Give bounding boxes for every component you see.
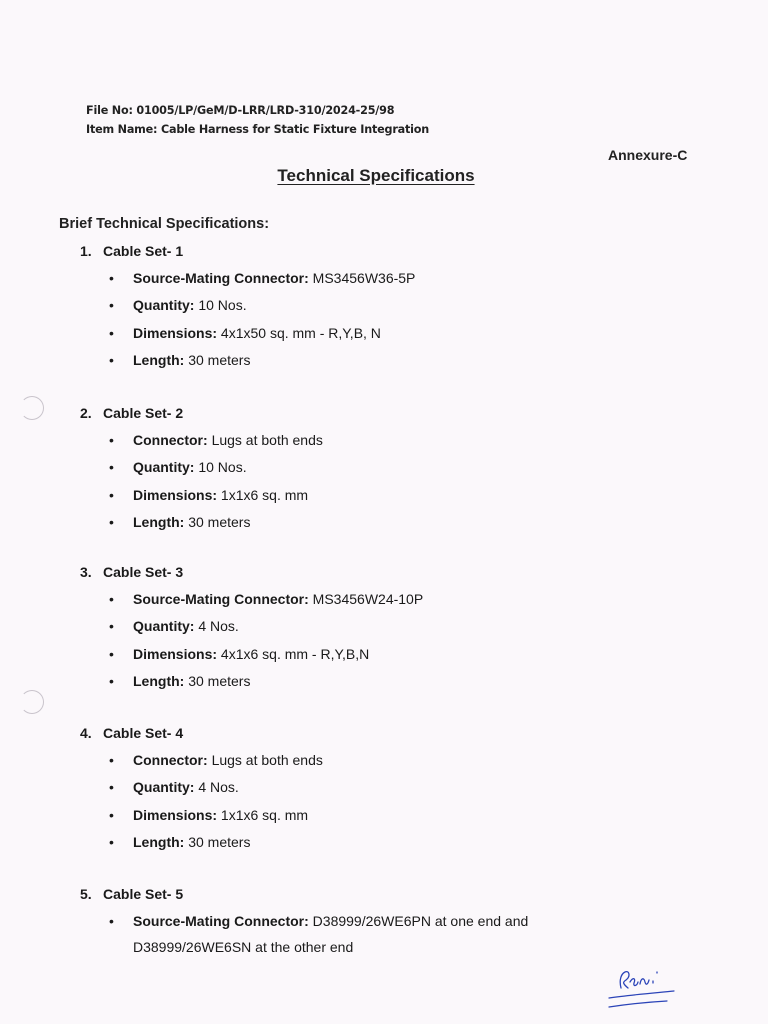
spec-value: 10 Nos. xyxy=(198,297,247,314)
spec-value: Lugs at both ends xyxy=(211,752,323,768)
cable-set-name: Cable Set- 2 xyxy=(103,405,184,421)
cable-set-number: 5. xyxy=(80,886,92,902)
file-number: File No: 01005/LP/GeM/D-LRR/LRD-310/2024-25/98 xyxy=(86,104,395,117)
spec-value: D38999/26WE6PN at one end and xyxy=(312,913,529,929)
spec-label: Quantity: xyxy=(133,618,195,635)
spec-value: MS3456W24-10P xyxy=(312,591,424,607)
spec-value: 1x1x6 sq. mm xyxy=(220,806,309,823)
cable-set-number: 1. xyxy=(80,243,92,259)
spec-value: 30 meters xyxy=(188,672,251,689)
file-header xyxy=(86,101,429,139)
spec-list xyxy=(80,431,323,540)
spec-item xyxy=(107,513,323,540)
spec-value: 4x1x50 sq. mm - R,Y,B, N xyxy=(220,324,381,341)
cable-set-title xyxy=(80,724,323,751)
spec-value: 30 meters xyxy=(188,513,251,530)
spec-label: Length: xyxy=(133,513,185,530)
cable-set-1 xyxy=(80,242,415,378)
cable-set-title xyxy=(80,404,323,431)
spec-item xyxy=(107,672,423,699)
spec-label: Source-Mating Connector: xyxy=(133,591,309,607)
punch-hole-top xyxy=(20,396,44,420)
spec-label: Quantity: xyxy=(133,297,195,314)
spec-label: Dimensions: xyxy=(133,806,218,823)
spec-item xyxy=(107,778,323,805)
signature xyxy=(604,960,684,1020)
cable-set-3 xyxy=(80,563,423,699)
spec-value: 4 Nos. xyxy=(198,618,239,635)
cable-set-4 xyxy=(80,724,323,860)
spec-item xyxy=(107,833,323,860)
spec-item xyxy=(107,486,323,513)
punch-hole-bottom xyxy=(20,690,44,714)
brief-heading: Brief Technical Specifications: xyxy=(59,216,270,232)
spec-list xyxy=(80,590,423,699)
cable-set-title xyxy=(80,563,423,590)
spec-item xyxy=(107,324,415,351)
spec-value-continuation: D38999/26WE6SN at the other end xyxy=(133,939,354,955)
spec-label: Length: xyxy=(133,351,185,368)
spec-list xyxy=(80,751,323,860)
spec-label: Length: xyxy=(133,672,185,689)
cable-set-name: Cable Set- 5 xyxy=(103,886,184,902)
spec-label: Quantity: xyxy=(133,459,195,476)
spec-item xyxy=(107,458,323,485)
cable-set-number: 2. xyxy=(80,405,92,421)
spec-item xyxy=(107,912,528,956)
cable-set-5 xyxy=(80,885,528,956)
spec-value: Lugs at both ends xyxy=(211,432,323,448)
cable-set-name: Cable Set- 3 xyxy=(103,564,184,580)
spec-label: Dimensions: xyxy=(133,324,218,341)
spec-item xyxy=(107,751,323,778)
cable-set-number: 3. xyxy=(80,564,92,580)
spec-item xyxy=(107,645,423,672)
spec-value: 4x1x6 sq. mm - R,Y,B,N xyxy=(220,645,370,662)
spec-item xyxy=(107,269,415,296)
cable-set-title xyxy=(80,885,528,912)
spec-value: 4 Nos. xyxy=(198,779,239,796)
spec-item xyxy=(107,431,323,458)
cable-set-name: Cable Set- 4 xyxy=(103,725,184,741)
spec-label: Source-Mating Connector: xyxy=(133,270,309,286)
spec-label: Dimensions: xyxy=(133,486,218,503)
spec-value: 10 Nos. xyxy=(198,459,247,476)
spec-item xyxy=(107,351,415,378)
cable-set-title xyxy=(80,242,415,269)
spec-item xyxy=(107,590,423,617)
spec-list xyxy=(80,269,415,378)
page-title: Technical Specifications xyxy=(277,166,475,185)
spec-label: Length: xyxy=(133,833,185,850)
spec-value: MS3456W36-5P xyxy=(312,270,416,286)
spec-value: 30 meters xyxy=(188,351,251,368)
spec-list xyxy=(80,912,528,956)
spec-value: 30 meters xyxy=(188,833,251,850)
spec-label: Connector: xyxy=(133,752,208,768)
spec-value: 1x1x6 sq. mm xyxy=(220,486,309,503)
item-name: Item Name: Cable Harness for Static Fixture Integration xyxy=(86,123,430,136)
spec-label: Dimensions: xyxy=(133,645,218,662)
spec-label: Quantity: xyxy=(133,779,195,796)
spec-label: Source-Mating Connector: xyxy=(133,913,309,929)
spec-item xyxy=(107,617,423,644)
annexure-label: Annexure-C xyxy=(608,147,688,163)
spec-item xyxy=(107,806,323,833)
cable-set-2 xyxy=(80,404,323,540)
cable-set-name: Cable Set- 1 xyxy=(103,243,184,259)
cable-set-number: 4. xyxy=(80,725,92,741)
spec-item xyxy=(107,296,415,323)
spec-label: Connector: xyxy=(133,432,208,448)
